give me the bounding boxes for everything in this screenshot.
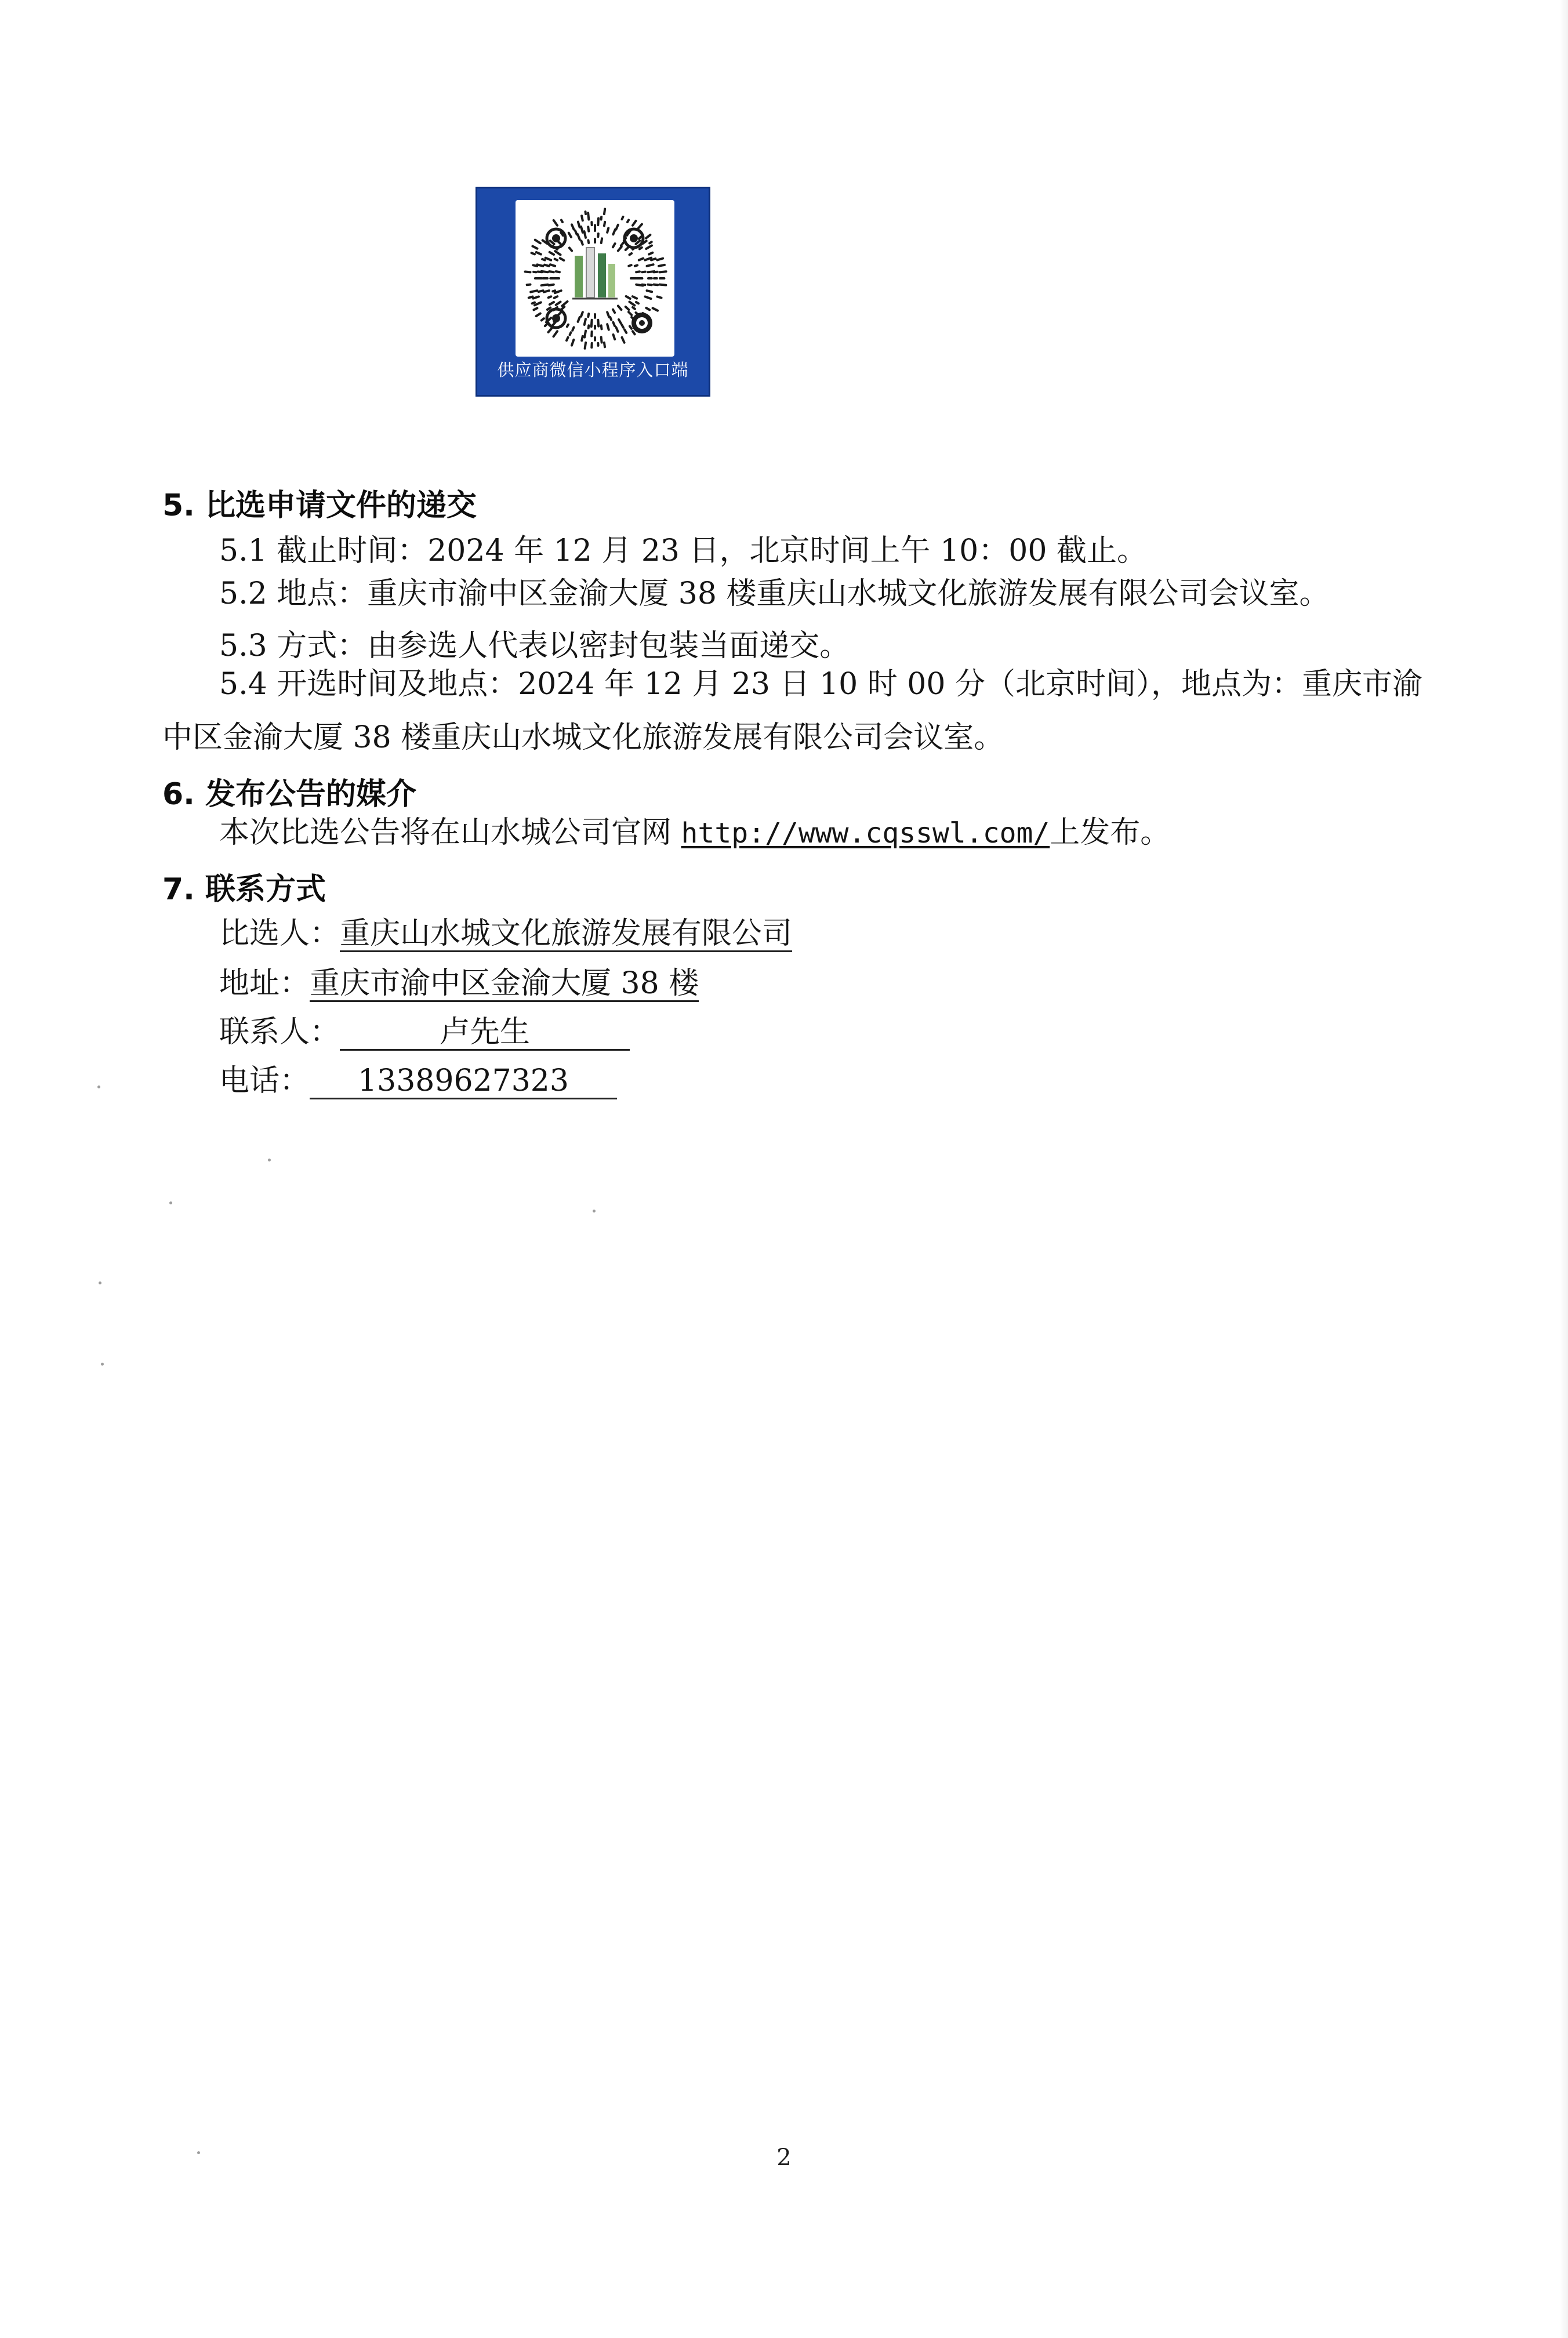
- qr-dot: [614, 335, 615, 339]
- page-edge-shadow: [1560, 0, 1568, 2338]
- address-label: 地址：: [219, 966, 310, 1001]
- qr-dot: [581, 312, 583, 316]
- qr-dot: [525, 272, 531, 273]
- qr-dot: [582, 336, 583, 341]
- qr-dot: [585, 343, 586, 348]
- qr-dot: [561, 220, 562, 222]
- qr-dot: [554, 296, 558, 298]
- section7-heading: 7. 联系方式: [162, 872, 326, 907]
- qr-dot: [649, 253, 652, 255]
- qr-dot: [613, 322, 615, 326]
- qr-dot: [582, 216, 583, 220]
- qr-dot: [607, 324, 609, 329]
- selector-label: 比选人：: [219, 916, 340, 951]
- qr-dot: [640, 248, 642, 249]
- qr-dot: [578, 222, 580, 227]
- phone-label: 电话：: [219, 1063, 310, 1098]
- qr-dot: [549, 296, 551, 297]
- contact-label: 联系人：: [219, 1015, 340, 1050]
- qr-dot: [591, 320, 592, 326]
- qr-dot: [601, 337, 602, 342]
- qr-dot: [588, 227, 589, 231]
- qr-dot: [575, 231, 577, 235]
- qr-dot: [642, 272, 645, 273]
- qr-dot: [625, 329, 626, 333]
- qr-dot: [542, 318, 544, 320]
- qr-dot: [531, 291, 537, 292]
- qr-dot: [601, 238, 602, 243]
- company-website-link[interactable]: http://www.cqsswl.com/: [681, 817, 1050, 849]
- qr-dot: [647, 291, 652, 292]
- qr-dot: [549, 271, 554, 272]
- mini-program-qr-card[interactable]: [476, 187, 710, 397]
- qr-dot: [556, 271, 560, 272]
- media-text-before: 本次比选公告将在山水城公司官网: [219, 815, 681, 850]
- item-5-3: 5.3 方式：由参选人代表以密封包装当面递交。: [219, 629, 850, 663]
- qr-dot: [588, 240, 589, 243]
- qr-dot: [630, 326, 631, 329]
- page-number: 2: [776, 2144, 792, 2171]
- item-5-4-line1: 5.4 开选时间及地点：2024 年 12 月 23 日 10 时 00 分（北京时间），地点为：重庆市渝: [219, 667, 1422, 702]
- qr-dot: [533, 265, 537, 266]
- item-5-1: 5.1 截止时间：2024 年 12 月 23 日，北京时间上午 10：00 截止。: [219, 533, 1147, 568]
- qr-dot: [532, 253, 535, 254]
- qr-dot: [636, 302, 638, 303]
- qr-code-frame: [516, 200, 674, 357]
- qr-dot: [659, 265, 665, 266]
- media-text-after: 上发布。: [1050, 815, 1171, 850]
- scan-speck: [268, 1159, 271, 1161]
- qr-dot: [647, 264, 654, 266]
- qr-dot: [622, 217, 623, 219]
- qr-dot: [585, 319, 586, 325]
- qr-dot: [627, 220, 629, 222]
- qr-dot: [572, 327, 574, 330]
- qr-dot: [626, 248, 628, 251]
- selector-value: 重庆山水城文化旅游发展有限公司: [340, 916, 793, 951]
- qr-dot: [581, 241, 582, 244]
- scan-speck: [169, 1201, 172, 1204]
- qr-dot: [588, 213, 589, 219]
- qr-finder-eye-center: [630, 234, 638, 242]
- scan-speck: [593, 1210, 596, 1212]
- qr-dot: [544, 291, 549, 292]
- qr-dot: [570, 332, 571, 335]
- qr-dot: [604, 209, 605, 214]
- section6-heading: 6. 发布公告的媒介: [162, 777, 417, 812]
- qr-dot: [635, 265, 637, 266]
- qr-caption: 供应商微信小程序入口端: [497, 360, 689, 380]
- qr-dot: [629, 253, 631, 255]
- qr-dot: [532, 303, 535, 304]
- qr-dot: [601, 325, 602, 329]
- item-5-2: 5.2 地点：重庆市渝中区金渝大厦 38 楼重庆山水城文化旅游发展有限公司会议室。: [219, 576, 1330, 611]
- address-value: 重庆市渝中区金渝大厦 38 楼: [310, 966, 699, 1001]
- qr-dot: [585, 212, 586, 214]
- qr-dot: [651, 259, 655, 260]
- mini-program-badge-icon: [631, 313, 652, 333]
- media-statement: [219, 814, 1170, 852]
- item-5-4-line2: 中区金渝大厦 38 楼重庆山水城文化旅游发展有限公司会议室。: [162, 720, 1004, 755]
- qr-dot: [550, 264, 555, 266]
- qr-dot: [654, 272, 657, 273]
- scan-speck: [101, 1363, 104, 1366]
- scan-speck: [197, 2151, 200, 2154]
- qr-dot: [555, 259, 558, 260]
- qr-dot: [636, 271, 640, 272]
- qr-dot: [622, 325, 623, 328]
- address-row: [219, 965, 699, 1002]
- qr-dot: [542, 259, 545, 260]
- qr-dot: [533, 308, 537, 310]
- selector-row: [219, 915, 792, 952]
- qr-dot: [539, 291, 543, 292]
- qr-dot: [649, 242, 651, 243]
- qr-dot: [629, 265, 631, 266]
- qr-dot: [562, 307, 564, 309]
- phone-row: [219, 1062, 617, 1099]
- contact-row: [219, 1014, 630, 1051]
- contact-value: 卢先生: [340, 1015, 630, 1051]
- qr-dot: [610, 317, 611, 320]
- qr-dot: [657, 259, 663, 260]
- qr-dot: [657, 297, 661, 298]
- qr-dot: [581, 227, 583, 233]
- qr-finder-eye-center: [552, 234, 560, 242]
- qr-dot: [585, 231, 586, 238]
- wechat-mini-program-code-icon: [516, 200, 674, 357]
- section5-heading: 5. 比选申请文件的递交: [162, 488, 477, 523]
- qr-dot: [567, 325, 568, 327]
- qr-dot: [529, 297, 533, 298]
- qr-dot: [588, 314, 589, 317]
- qr-dot: [604, 343, 605, 347]
- qr-finder-eye-center: [552, 314, 560, 322]
- qr-dot: [607, 228, 608, 232]
- qr-dot: [585, 331, 586, 337]
- qr-dot: [659, 271, 666, 272]
- qr-dot: [545, 265, 549, 266]
- qr-dot: [604, 222, 605, 226]
- qr-dot: [567, 337, 568, 340]
- qr-dot: [633, 307, 635, 309]
- phone-value: 13389627323: [310, 1064, 617, 1099]
- qr-dot: [538, 272, 542, 273]
- scan-speck: [99, 1281, 101, 1284]
- qr-dot: [613, 310, 615, 313]
- scan-speck: [97, 1086, 100, 1088]
